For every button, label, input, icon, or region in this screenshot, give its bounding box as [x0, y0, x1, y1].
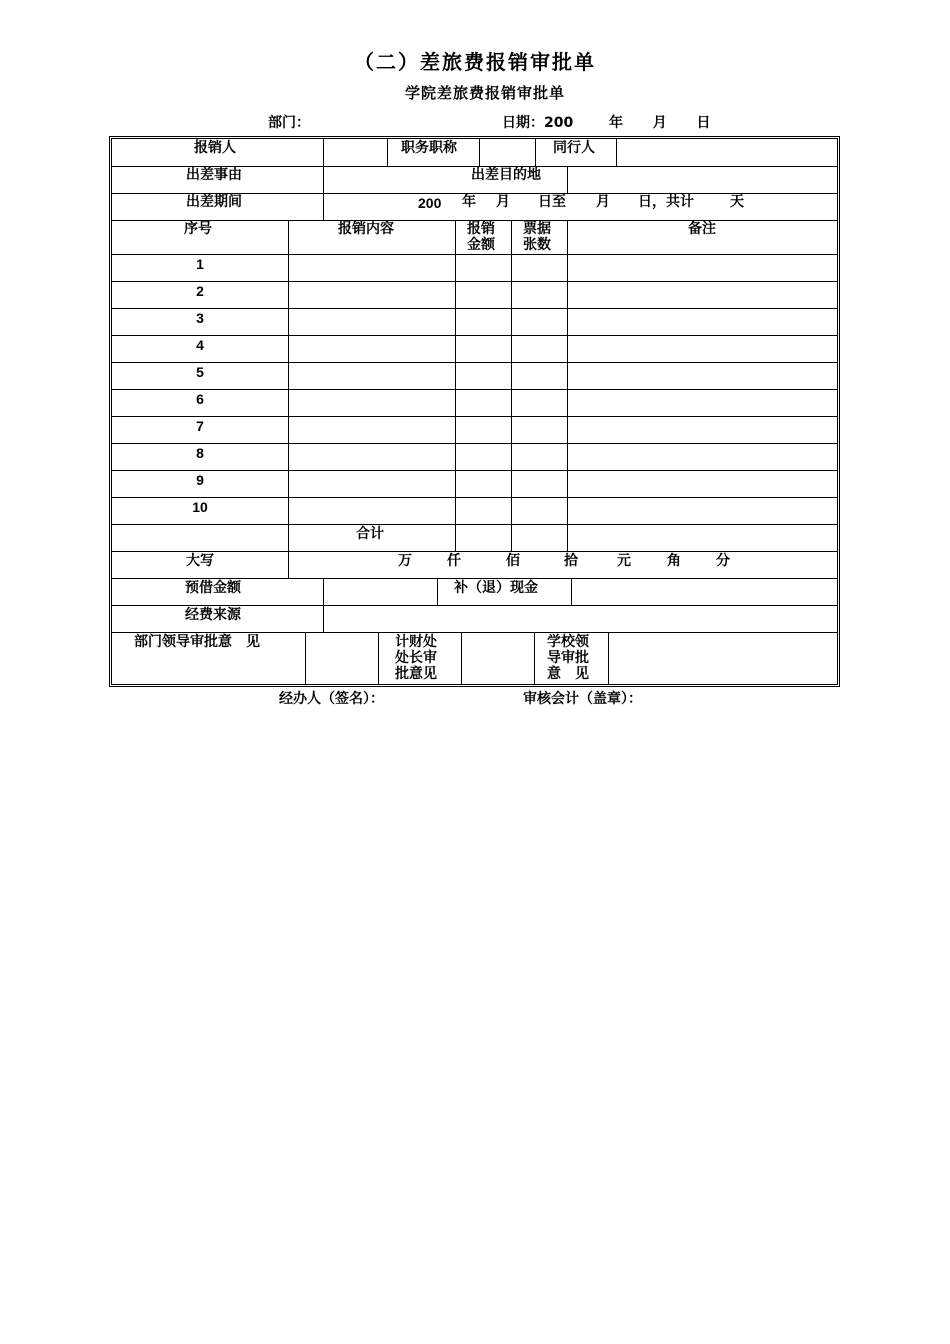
unit-wan: 万: [398, 553, 412, 569]
row-number: 3: [196, 310, 204, 326]
page-title: （二）差旅费报销审批单: [354, 50, 596, 74]
col-amount-header: 报销 金额: [467, 221, 495, 253]
date-label: 日期：200: [502, 115, 574, 131]
unit-shi: 拾: [564, 553, 578, 569]
trip-reason-label: 出差事由: [186, 167, 242, 183]
row-number: 2: [196, 283, 204, 299]
department-label: 部门：: [268, 115, 310, 131]
period-prefix: 200: [418, 195, 442, 211]
date-year: 年: [608, 115, 623, 131]
form-subtitle: 学院差旅费报销审批单: [404, 84, 565, 102]
period-day-to: 日至: [538, 194, 566, 210]
unit-fen: 分: [716, 553, 730, 569]
unit-yuan: 元: [617, 553, 631, 569]
refund-cash-label: 补（退）现金: [454, 580, 538, 596]
row-number: 1: [196, 256, 204, 272]
row-number: 5: [196, 364, 204, 380]
row-number: 7: [196, 418, 204, 434]
date-day: 日: [696, 115, 711, 131]
col-content-header: 报销内容: [338, 221, 394, 237]
period-month: 月: [496, 194, 510, 210]
capital-amount-label: 大写: [186, 553, 214, 569]
col-receipts-header: 票据 张数: [523, 221, 551, 253]
school-leader-approval-label: 学校领 导审批 意 见: [547, 634, 589, 682]
unit-bai: 佰: [506, 553, 520, 569]
row-number: 4: [196, 337, 204, 353]
handler-signature-label: 经办人（签名）：: [279, 691, 384, 707]
date-line: [502, 112, 710, 132]
reimbursement-form-table: [111, 138, 838, 685]
fund-source-label: 经费来源: [185, 607, 241, 623]
unit-qian: 仟: [447, 553, 461, 569]
col-no-header: 序号: [184, 221, 212, 237]
row-number: 10: [192, 499, 208, 515]
row-number: 8: [196, 445, 204, 461]
advance-amount-label: 预借金额: [185, 580, 241, 596]
period-days: 天: [730, 194, 744, 210]
row-number: 9: [196, 472, 204, 488]
position-label: 职务职称: [401, 140, 457, 156]
auditor-stamp-label: 审核会计（盖章）：: [523, 691, 642, 707]
period-year: 年: [462, 194, 476, 210]
companion-label: 同行人: [553, 140, 595, 156]
col-remark-header: 备注: [688, 221, 716, 237]
reimburser-label: 报销人: [194, 140, 236, 156]
unit-jiao: 角: [667, 553, 681, 569]
row-number: 6: [196, 391, 204, 407]
total-label: 合计: [356, 526, 384, 542]
period-month-2: 月: [596, 194, 610, 210]
period-day-total: 日，共计: [638, 194, 694, 210]
date-month: 月: [652, 115, 667, 131]
dept-leader-approval-label: 部门领导审批意 见: [134, 634, 260, 650]
finance-head-approval-label: 计财处 处长审 批意见: [395, 634, 437, 682]
trip-period-label: 出差期间: [186, 194, 242, 210]
destination-label: 出差目的地: [471, 167, 541, 183]
